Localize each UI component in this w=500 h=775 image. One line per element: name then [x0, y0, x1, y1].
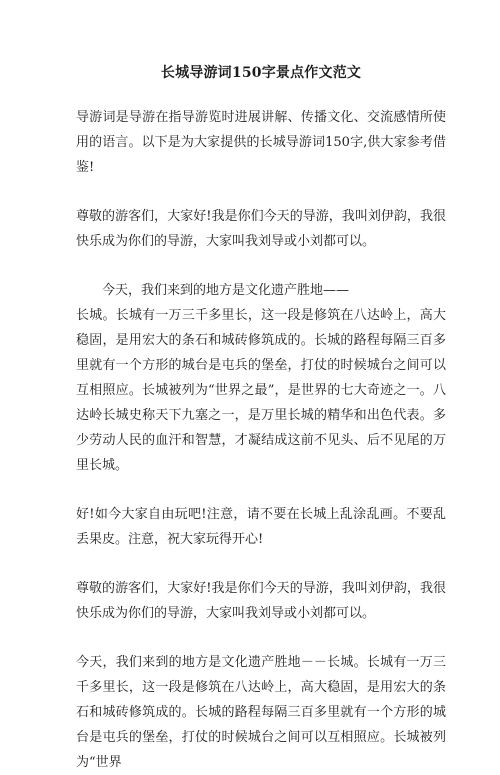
- paragraph-spacer: [76, 626, 446, 650]
- paragraph-spacer: [76, 254, 446, 278]
- greeting-paragraph-repeat: 尊敬的游客们，大家好!我是你们今天的导游，我叫刘伊韵，我很快乐成为你们的导游，大家叫我刘导或小刘都可以。: [76, 581, 446, 621]
- great-wall-paragraph-repeat: 今天，我们来到的地方是文化遗产胜地－－长城。长城有一万三千多里长，这一段是修筑在八达岭上，高大稳固，是用宏大的条石和城砖修筑成的。长城的路程每隔三百多里就有一个方形的城台是屯兵的堡垒，打仗的时候城台之间可以互相照应。长城被列为“世界: [76, 655, 446, 770]
- greeting-paragraph: 尊敬的游客们，大家好!我是你们今天的导游，我叫刘伊韵，我很快乐成为你们的导游，大家叫我刘导或小刘都可以。: [76, 209, 446, 249]
- document-title: 长城导游词150字景点作文范文: [160, 65, 362, 81]
- paragraph-spacer: [76, 552, 446, 576]
- intro-paragraph: 导游词是导游在指导游览时进展讲解、传播文化、交流感情所使用的语言。以下是为大家提供的长城导游词150字,供大家参考借鉴!: [76, 110, 446, 175]
- reminder-paragraph: 好!如今大家自由玩吧!注意，请不要在长城上乱涂乱画。不要乱丢果皮。注意，祝大家玩得开心!: [76, 507, 446, 547]
- great-wall-paragraph: 长城。长城有一万三千多里长，这一段是修筑在八达岭上，高大稳固，是用宏大的条石和城砖修筑成的。长城的路程每隔三百多里就有一个方形的城台是屯兵的堡垒，打仗的时候城台之间可以互相照应。长城被列为“世界之最”，是世界的七大奇迹之一。八达岭长城史称天下九塞之一，是万里长城的精华和出色代表。多少劳动人民的血汗和智慧，才凝结成这前不见头、后不见尾的万里长城。: [76, 308, 446, 473]
- paragraph-spacer: [76, 478, 446, 502]
- paragraph-spacer: [76, 180, 446, 204]
- today-intro-line: 今天，我们来到的地方是文化遗产胜地——: [102, 283, 350, 298]
